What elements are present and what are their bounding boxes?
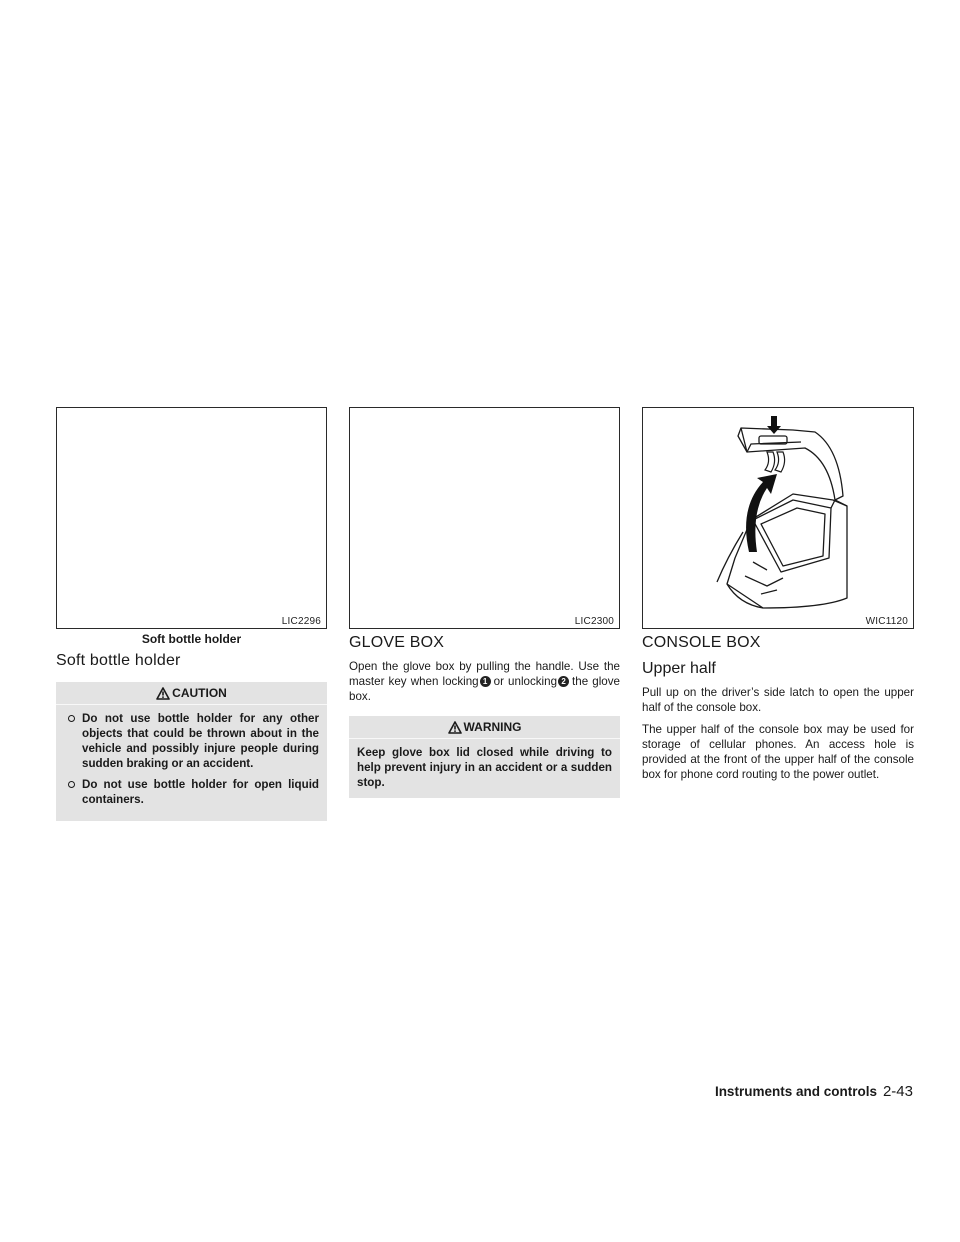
page-footer: [715, 1083, 913, 1100]
figure-code: WIC1120: [865, 616, 908, 627]
page-number: 2-43: [882, 1083, 913, 1100]
figure-soft-bottle-holder: [56, 407, 327, 629]
subsection-heading: Upper half: [642, 660, 716, 677]
column-glove-box: [349, 634, 620, 798]
marker-2: 2: [558, 676, 569, 687]
caution-item: Do not use bottle holder for open liquid containers.: [64, 777, 319, 807]
caution-list: [64, 711, 319, 807]
section-heading: Soft bottle holder: [56, 652, 181, 669]
caution-item: Do not use bottle holder for any other objects that could be thrown about in the vehicle and possibly injure people during sudden braking or an accident.: [64, 711, 319, 771]
column-console-box: [642, 634, 914, 782]
warning-title: WARNING: [463, 720, 522, 734]
figure-caption: Soft bottle holder: [141, 632, 242, 646]
body-paragraph: [349, 659, 620, 704]
body-paragraph: The upper half of the console box may be used for storage of cellular phones. An access hole is provided at the front of the upper half of the console box for phone cord routing to the power outlet.: [642, 723, 914, 781]
marker-1: 1: [480, 676, 491, 687]
column-soft-bottle-holder: [56, 652, 327, 821]
caution-box: [56, 682, 327, 821]
warning-text: Keep glove box lid closed while driving to help prevent injury in an accident or a sudden stop.: [357, 746, 612, 789]
figure-code: LIC2296: [281, 616, 321, 627]
text-span: Open the glove box by pulling the handle. Use the master key when locking: [349, 660, 620, 688]
warning-box: [349, 716, 620, 798]
console-box-illustration: [643, 408, 915, 630]
caution-title: CAUTION: [172, 686, 227, 700]
text-span: the glove box.: [349, 675, 620, 703]
body-paragraph: Pull up on the driver’s side latch to open the upper half of the console box.: [642, 686, 914, 714]
section-heading: CONSOLE BOX: [642, 634, 761, 651]
figure-glove-box: [349, 407, 620, 629]
warning-triangle-icon: [156, 687, 170, 700]
footer-section-title: Instruments and controls: [714, 1084, 877, 1099]
text-span: or unlocking: [493, 675, 558, 688]
warning-triangle-icon: [448, 721, 462, 734]
figure-console-box: [642, 407, 914, 629]
figure-code: LIC2300: [574, 616, 614, 627]
section-heading: GLOVE BOX: [349, 634, 445, 651]
